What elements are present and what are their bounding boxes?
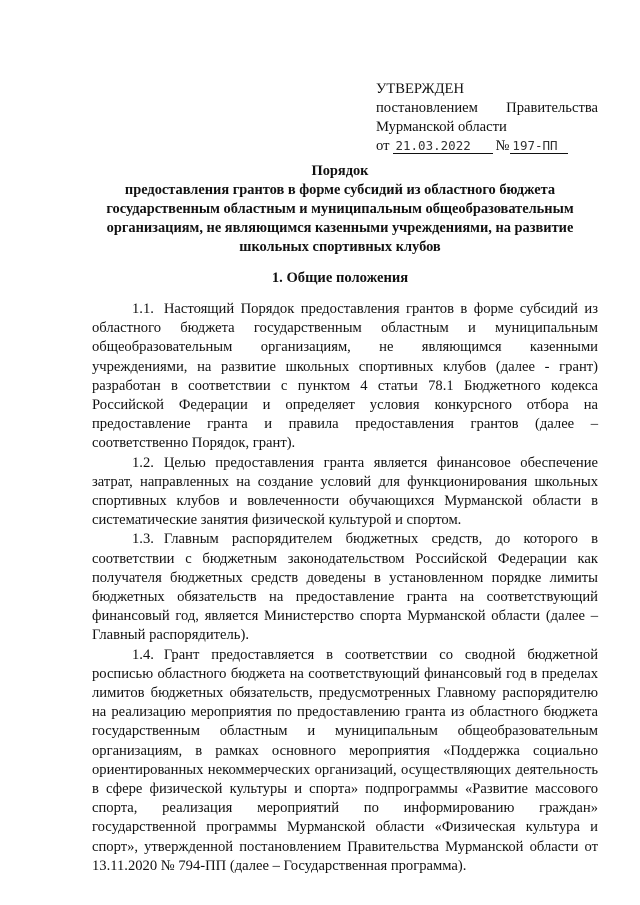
paragraph-text: Целью предоставления гранта является финансовое обеспечение затрат, направленных на создание условий для функционирования школьных спортивных клубов и вовлеченности обучающихся Мурманской области в систематические занятия физической культурой и спортом. [92, 454, 598, 529]
approval-number: 197-ПП [510, 138, 568, 154]
paragraph-text: Настоящий Порядок предоставления грантов в форме субсидий из областного бюджета государственным областным и муниципальным общеобразовательным организациям, не являющимся казенными учреждениями, на развитие школьных спортивных клубов (далее - грант) разработан в соответствии с пунктом 4 статьи 78.1 Бюджетного кодекса Российской Федерации и определяет условия конкурсного отбора на предоставление гранта и правила предоставления грантов (далее – соответственно Порядок, грант). [92, 301, 598, 452]
title-line-2: предоставления грантов в форме субсидий из областного бюджета [124, 182, 556, 198]
paragraph-number: 1.3. [132, 531, 154, 548]
paragraph-1-2 [92, 454, 598, 531]
document-body [92, 300, 598, 876]
approval-government-word: Правительства [506, 100, 598, 116]
title-line-1: Порядок [311, 163, 369, 179]
approval-resolution-word: постановлением [376, 100, 478, 116]
paragraph-1-1 [92, 300, 598, 454]
paragraph-1-4 [92, 646, 598, 876]
date-prefix: от [376, 138, 390, 154]
approval-region: Мурманской области [376, 119, 507, 135]
paragraph-number: 1.2. [132, 454, 154, 471]
approval-heading: УТВЕРЖДЕН [376, 81, 464, 97]
paragraph-1-3 [92, 530, 598, 645]
paragraph-text: Главным распорядителем бюджетных средств, до которого в соответствии с бюджетным законодательством Российской Федерации как получателя бюджетных средств доведены в установленном порядке лимиты бюджетных обязательств на предоставление гранта на соответствующий финансовый год, является Министерство спорта Мурманской области (далее – Главный распорядитель). [92, 531, 598, 644]
paragraph-text: Грант предоставляется в соответствии со сводной бюджетной росписью областного бюджета на соответствующий финансовый год в пределах лимитов бюджетных обязательств, предусмотренных Главному распорядителю на реализацию мероприятия по предоставлению гранта из областного бюджета государственным областным и муниципальным общеобразовательным организациям, в рамках основного мероприятия «Поддержка социально ориентированных некоммерческих организаций, осуществляющих деятельность в сфере физической культуры и спорта» подпрограммы «Развитие массового спорта, реализация мероприятий по информированию граждан» государственной программы Мурманской области «Физическая культура и спорт», утвержденной постановлением Правительства Мурманской области от 13.11.2020 № 794-ПП (далее – Государственная программа). [92, 646, 598, 874]
number-sign: № [495, 138, 510, 154]
approval-stamp [376, 80, 598, 156]
title-line-3: государственным областным и муниципальным общеобразовательным [106, 201, 574, 217]
section-heading: 1. Общие положения [271, 270, 409, 286]
title-line-5: школьных спортивных клубов [239, 239, 441, 255]
document-title [84, 162, 596, 257]
approval-date-line [376, 137, 598, 156]
approval-date: 21.03.2022 [393, 138, 493, 154]
paragraph-number: 1.4. [132, 646, 154, 663]
approval-resolution-line [376, 99, 598, 118]
paragraph-number: 1.1. [132, 301, 154, 317]
title-line-4: организациям, не являющимся казенными учреждениями, на развитие [106, 220, 574, 236]
